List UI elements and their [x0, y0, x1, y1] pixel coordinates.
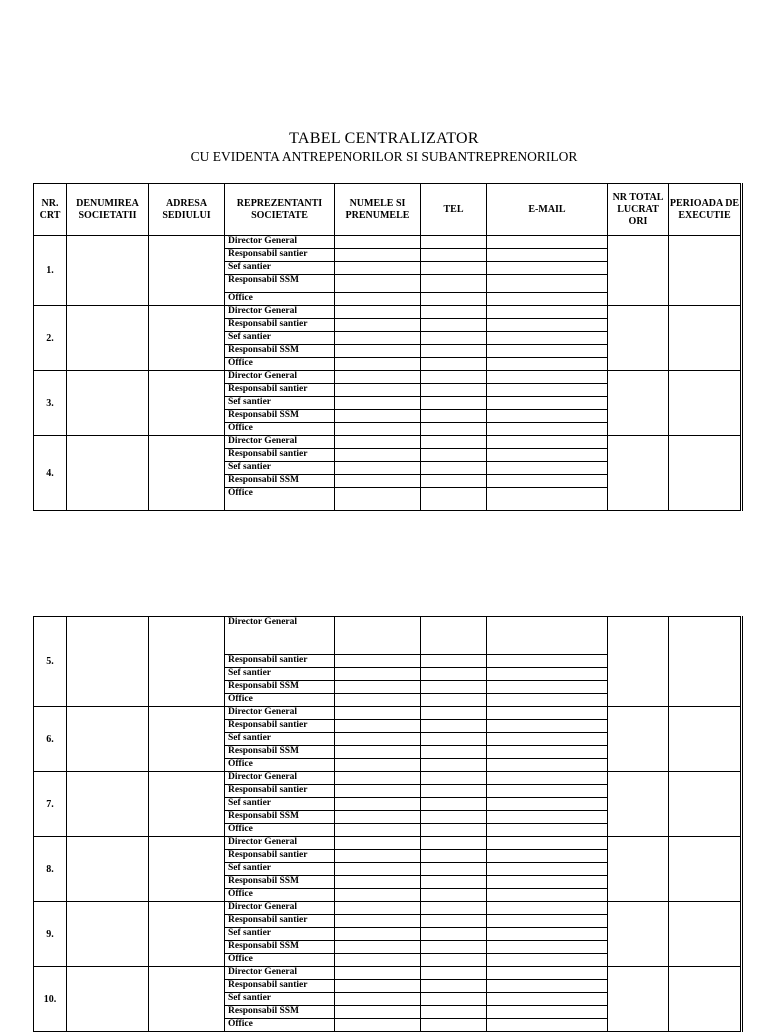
perioada-cell [669, 707, 742, 772]
row-number: 5. [34, 617, 67, 707]
numele-cell [335, 876, 421, 889]
email-cell [487, 1006, 608, 1019]
role-label: Sef santier [225, 993, 335, 1006]
role-label: Responsabil santier [225, 655, 335, 668]
email-cell [487, 811, 608, 824]
header-denumirea: DENUMIREA SOCIETATII [67, 184, 149, 236]
numele-cell [335, 733, 421, 746]
email-cell [487, 694, 608, 707]
denumirea-cell [67, 772, 149, 837]
role-label: Director General [225, 772, 335, 785]
email-cell [487, 707, 608, 720]
tel-cell [421, 358, 487, 371]
tel-cell [421, 410, 487, 423]
numele-cell [335, 785, 421, 798]
tel-cell [421, 293, 487, 306]
header-perioada: PERIOADA DE EXECUTIE [669, 184, 742, 236]
numele-cell [335, 980, 421, 993]
tel-cell [421, 785, 487, 798]
denumirea-cell [67, 436, 149, 511]
email-cell [487, 759, 608, 772]
tel-cell [421, 915, 487, 928]
role-label: Responsabil santier [225, 915, 335, 928]
role-label: Sef santier [225, 863, 335, 876]
numele-cell [335, 928, 421, 941]
tel-cell [421, 617, 487, 655]
role-label: Sef santier [225, 332, 335, 345]
email-cell [487, 345, 608, 358]
email-cell [487, 384, 608, 397]
email-cell [487, 275, 608, 293]
tel-cell [421, 837, 487, 850]
tel-cell [421, 811, 487, 824]
row-number: 9. [34, 902, 67, 967]
tel-cell [421, 655, 487, 668]
row-number: 8. [34, 837, 67, 902]
nr-total-cell [608, 967, 669, 1032]
role-label: Responsabil SSM [225, 746, 335, 759]
role-label: Office [225, 293, 335, 306]
email-cell [487, 475, 608, 488]
role-label: Sef santier [225, 462, 335, 475]
header-nr-crt: NR. CRT [34, 184, 67, 236]
tel-cell [421, 681, 487, 694]
tel-cell [421, 980, 487, 993]
numele-cell [335, 371, 421, 384]
numele-cell [335, 236, 421, 249]
email-cell [487, 462, 608, 475]
nr-total-cell [608, 436, 669, 511]
email-cell [487, 798, 608, 811]
role-label: Office [225, 358, 335, 371]
adresa-cell [149, 707, 225, 772]
role-label: Sef santier [225, 733, 335, 746]
tel-cell [421, 863, 487, 876]
tel-cell [421, 397, 487, 410]
role-label: Responsabil SSM [225, 475, 335, 488]
tel-cell [421, 275, 487, 293]
email-cell [487, 488, 608, 511]
document-subtitle: CU EVIDENTA ANTREPENORILOR SI SUBANTREPRENORILOR [190, 149, 578, 164]
email-cell [487, 993, 608, 1006]
role-label: Responsabil santier [225, 319, 335, 332]
email-cell [487, 668, 608, 681]
tel-cell [421, 384, 487, 397]
table-row [34, 902, 742, 915]
tel-cell [421, 967, 487, 980]
tel-cell [421, 707, 487, 720]
numele-cell [335, 384, 421, 397]
email-cell [487, 980, 608, 993]
role-label: Office [225, 694, 335, 707]
nr-total-cell [608, 772, 669, 837]
numele-cell [335, 655, 421, 668]
numele-cell [335, 681, 421, 694]
numele-cell [335, 954, 421, 967]
tel-cell [421, 798, 487, 811]
role-label: Responsabil santier [225, 850, 335, 863]
tel-cell [421, 306, 487, 319]
summary-table-page-1 [33, 183, 743, 511]
role-label: Responsabil SSM [225, 876, 335, 889]
email-cell [487, 319, 608, 332]
tel-cell [421, 993, 487, 1006]
email-cell [487, 720, 608, 733]
email-cell [487, 681, 608, 694]
numele-cell [335, 436, 421, 449]
numele-cell [335, 707, 421, 720]
denumirea-cell [67, 967, 149, 1032]
tel-cell [421, 462, 487, 475]
email-cell [487, 423, 608, 436]
role-label: Director General [225, 371, 335, 384]
tel-cell [421, 449, 487, 462]
tel-cell [421, 319, 487, 332]
email-cell [487, 941, 608, 954]
email-cell [487, 655, 608, 668]
numele-cell [335, 902, 421, 915]
denumirea-cell [67, 371, 149, 436]
denumirea-cell [67, 902, 149, 967]
email-cell [487, 332, 608, 345]
email-cell [487, 358, 608, 371]
table-body-page-1 [34, 236, 742, 511]
numele-cell [335, 746, 421, 759]
email-cell [487, 733, 608, 746]
table-row [34, 306, 742, 319]
email-cell [487, 876, 608, 889]
email-cell [487, 397, 608, 410]
table-row [34, 371, 742, 384]
numele-cell [335, 449, 421, 462]
numele-cell [335, 824, 421, 837]
tel-cell [421, 345, 487, 358]
denumirea-cell [67, 236, 149, 306]
adresa-cell [149, 902, 225, 967]
role-label: Responsabil santier [225, 249, 335, 262]
denumirea-cell [67, 617, 149, 707]
table-row [34, 707, 742, 720]
numele-cell [335, 423, 421, 436]
perioada-cell [669, 902, 742, 967]
numele-cell [335, 410, 421, 423]
tel-cell [421, 1006, 487, 1019]
tel-cell [421, 824, 487, 837]
email-cell [487, 863, 608, 876]
role-label: Responsabil SSM [225, 811, 335, 824]
tel-cell [421, 1019, 487, 1032]
numele-cell [335, 462, 421, 475]
email-cell [487, 410, 608, 423]
role-label: Office [225, 889, 335, 902]
numele-cell [335, 720, 421, 733]
tel-cell [421, 733, 487, 746]
adresa-cell [149, 236, 225, 306]
numele-cell [335, 262, 421, 275]
table-row [34, 617, 742, 655]
role-label: Director General [225, 436, 335, 449]
role-label: Responsabil santier [225, 720, 335, 733]
adresa-cell [149, 436, 225, 511]
nr-total-cell [608, 617, 669, 707]
role-label: Responsabil SSM [225, 410, 335, 423]
numele-cell [335, 397, 421, 410]
tel-cell [421, 928, 487, 941]
header-reprezentanti: REPREZENTANTI SOCIETATE [225, 184, 335, 236]
table-row [34, 772, 742, 785]
role-label: Sef santier [225, 668, 335, 681]
nr-total-cell [608, 371, 669, 436]
email-cell [487, 928, 608, 941]
numele-cell [335, 1019, 421, 1032]
role-label: Office [225, 824, 335, 837]
numele-cell [335, 798, 421, 811]
numele-cell [335, 275, 421, 293]
numele-cell [335, 332, 421, 345]
tel-cell [421, 475, 487, 488]
numele-cell [335, 617, 421, 655]
email-cell [487, 371, 608, 384]
tel-cell [421, 902, 487, 915]
role-label: Director General [225, 236, 335, 249]
row-number: 2. [34, 306, 67, 371]
summary-table-page-2 [33, 616, 743, 1032]
header-tel: TEL [421, 184, 487, 236]
denumirea-cell [67, 306, 149, 371]
perioada-cell [669, 837, 742, 902]
tel-cell [421, 371, 487, 384]
email-cell [487, 837, 608, 850]
numele-cell [335, 889, 421, 902]
email-cell [487, 262, 608, 275]
row-number: 6. [34, 707, 67, 772]
nr-total-cell [608, 707, 669, 772]
numele-cell [335, 319, 421, 332]
role-label: Sef santier [225, 798, 335, 811]
role-label: Office [225, 488, 335, 511]
email-cell [487, 293, 608, 306]
tel-cell [421, 488, 487, 511]
email-cell [487, 449, 608, 462]
adresa-cell [149, 772, 225, 837]
numele-cell [335, 306, 421, 319]
email-cell [487, 306, 608, 319]
adresa-cell [149, 837, 225, 902]
header-row [34, 184, 742, 236]
role-label: Office [225, 1019, 335, 1032]
adresa-cell [149, 617, 225, 707]
email-cell [487, 889, 608, 902]
tel-cell [421, 954, 487, 967]
email-cell [487, 617, 608, 655]
role-label: Responsabil SSM [225, 345, 335, 358]
numele-cell [335, 293, 421, 306]
numele-cell [335, 345, 421, 358]
tel-cell [421, 720, 487, 733]
role-label: Responsabil SSM [225, 941, 335, 954]
perioada-cell [669, 772, 742, 837]
perioada-cell [669, 967, 742, 1032]
nr-total-cell [608, 837, 669, 902]
tel-cell [421, 262, 487, 275]
nr-total-cell [608, 902, 669, 967]
perioada-cell [669, 371, 742, 436]
table-row [34, 436, 742, 449]
tel-cell [421, 423, 487, 436]
adresa-cell [149, 371, 225, 436]
role-label: Responsabil SSM [225, 275, 335, 293]
tel-cell [421, 941, 487, 954]
email-cell [487, 915, 608, 928]
email-cell [487, 249, 608, 262]
email-cell [487, 236, 608, 249]
tel-cell [421, 772, 487, 785]
email-cell [487, 1019, 608, 1032]
tel-cell [421, 332, 487, 345]
numele-cell [335, 967, 421, 980]
denumirea-cell [67, 707, 149, 772]
table-row [34, 967, 742, 980]
role-label: Responsabil santier [225, 449, 335, 462]
role-label: Office [225, 423, 335, 436]
email-cell [487, 824, 608, 837]
tel-cell [421, 436, 487, 449]
numele-cell [335, 668, 421, 681]
perioada-cell [669, 617, 742, 707]
numele-cell [335, 850, 421, 863]
denumirea-cell [67, 837, 149, 902]
tel-cell [421, 876, 487, 889]
role-label: Responsabil santier [225, 785, 335, 798]
email-cell [487, 967, 608, 980]
role-label: Responsabil SSM [225, 1006, 335, 1019]
numele-cell [335, 759, 421, 772]
email-cell [487, 746, 608, 759]
role-label: Sef santier [225, 262, 335, 275]
header-email: E-MAIL [487, 184, 608, 236]
tel-cell [421, 759, 487, 772]
row-number: 7. [34, 772, 67, 837]
numele-cell [335, 694, 421, 707]
role-label: Responsabil santier [225, 384, 335, 397]
adresa-cell [149, 967, 225, 1032]
numele-cell [335, 915, 421, 928]
tel-cell [421, 236, 487, 249]
role-label: Director General [225, 707, 335, 720]
email-cell [487, 902, 608, 915]
role-label: Director General [225, 306, 335, 319]
email-cell [487, 954, 608, 967]
role-label: Director General [225, 837, 335, 850]
row-number: 3. [34, 371, 67, 436]
nr-total-cell [608, 236, 669, 306]
row-number: 10. [34, 967, 67, 1032]
numele-cell [335, 863, 421, 876]
numele-cell [335, 837, 421, 850]
table-row [34, 236, 742, 249]
email-cell [487, 850, 608, 863]
role-label: Sef santier [225, 928, 335, 941]
table-row [34, 837, 742, 850]
row-number: 1. [34, 236, 67, 306]
email-cell [487, 785, 608, 798]
numele-cell [335, 993, 421, 1006]
document-title: TABEL CENTRALIZATOR [289, 130, 479, 147]
tel-cell [421, 249, 487, 262]
header-nr-total: NR TOTAL LUCRAT ORI [608, 184, 669, 236]
role-label: Director General [225, 902, 335, 915]
email-cell [487, 772, 608, 785]
role-label: Director General [225, 617, 335, 655]
perioada-cell [669, 436, 742, 511]
role-label: Responsabil SSM [225, 681, 335, 694]
table-body-page-2 [34, 617, 742, 1032]
numele-cell [335, 249, 421, 262]
row-number: 4. [34, 436, 67, 511]
numele-cell [335, 941, 421, 954]
numele-cell [335, 475, 421, 488]
numele-cell [335, 358, 421, 371]
role-label: Office [225, 759, 335, 772]
role-label: Office [225, 954, 335, 967]
numele-cell [335, 811, 421, 824]
tel-cell [421, 694, 487, 707]
tel-cell [421, 850, 487, 863]
perioada-cell [669, 306, 742, 371]
adresa-cell [149, 306, 225, 371]
numele-cell [335, 1006, 421, 1019]
header-adresa: ADRESA SEDIULUI [149, 184, 225, 236]
numele-cell [335, 488, 421, 511]
role-label: Director General [225, 967, 335, 980]
tel-cell [421, 889, 487, 902]
header-numele: NUMELE SI PRENUMELE [335, 184, 421, 236]
nr-total-cell [608, 306, 669, 371]
role-label: Sef santier [225, 397, 335, 410]
email-cell [487, 436, 608, 449]
numele-cell [335, 772, 421, 785]
role-label: Responsabil santier [225, 980, 335, 993]
perioada-cell [669, 236, 742, 306]
tel-cell [421, 746, 487, 759]
tel-cell [421, 668, 487, 681]
